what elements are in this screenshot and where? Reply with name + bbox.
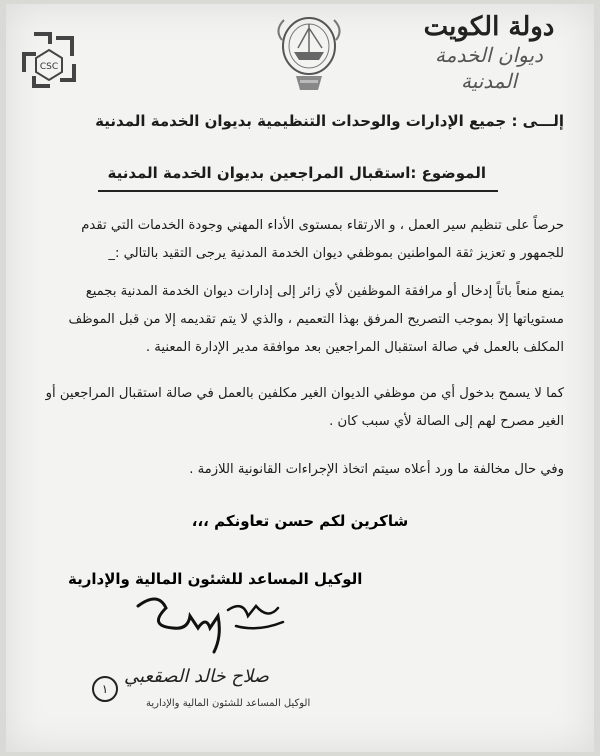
recipient-line: إلـــى : جميع الإدارات والوحدات التنظيمية بديوان الخدمة المدنية (95, 112, 564, 130)
signatory-name: صلاح خالد الصقعبي (124, 666, 269, 687)
paragraph-intro: حرصاً على تنظيم سير العمل ، و الارتقاء بمستوى الأداء المهني وجودة الخدمات التي تقدم للجمهور و تعزيز ثقة المواطنين بموظفي ديوان الخدمة المدنية يرجى التقيد بالتالي :_ (81, 218, 564, 261)
subject-line: الموضوع :استقبال المراجعين بديوان الخدمة المدنية (107, 164, 486, 182)
paragraph-penalty: وفي حال مخالفة ما ورد أعلاه سيتم اتخاذ الإجراءات القانونية اللازمة . (189, 462, 564, 477)
csc-logo-icon (14, 28, 84, 92)
state-name: دولة الكويت (423, 12, 555, 42)
letterhead-names (404, 12, 574, 94)
copy-number-badge: ١ (92, 676, 118, 702)
csc-logo-text: CSC (39, 62, 59, 72)
bureau-name: ديوان الخدمة المدنية (435, 43, 543, 93)
letter-page (6, 4, 594, 752)
paragraph-rule-2: كما لا يسمح بدخول أي من موظفي الديوان الغير مكلفين بالعمل في صالة استقبال المراجعين أو الغير مصرح لهم إلى الصالة لأي سبب كان . (45, 386, 564, 429)
kuwait-emblem-icon (274, 10, 344, 96)
closing-thanks: شاكرين لكم حسن تعاونكم ،،، (191, 512, 409, 530)
handwritten-signature-icon (118, 586, 288, 656)
subject-underline (98, 190, 498, 192)
signatory-title: الوكيل المساعد للشئون المالية والإدارية (68, 570, 363, 588)
paragraph-rule-1: يمنع منعاً باتاً إدخال أو مرافقة الموظفين لأي زائر إلى إدارات ديوان الخدمة المدنية بجميع مستوياتها إلا بموجب التصريح المرفق بهذا التعميم ، والذي لا يتم تقديمه إلا من قبل الموظف المكلف بالعمل في صالة استقبال المراجعين بعد موافقة مدير الإدارة المعنية . (68, 284, 564, 355)
signatory-subtitle: الوكيل المساعد للشئون المالية والإدارية (146, 698, 311, 709)
